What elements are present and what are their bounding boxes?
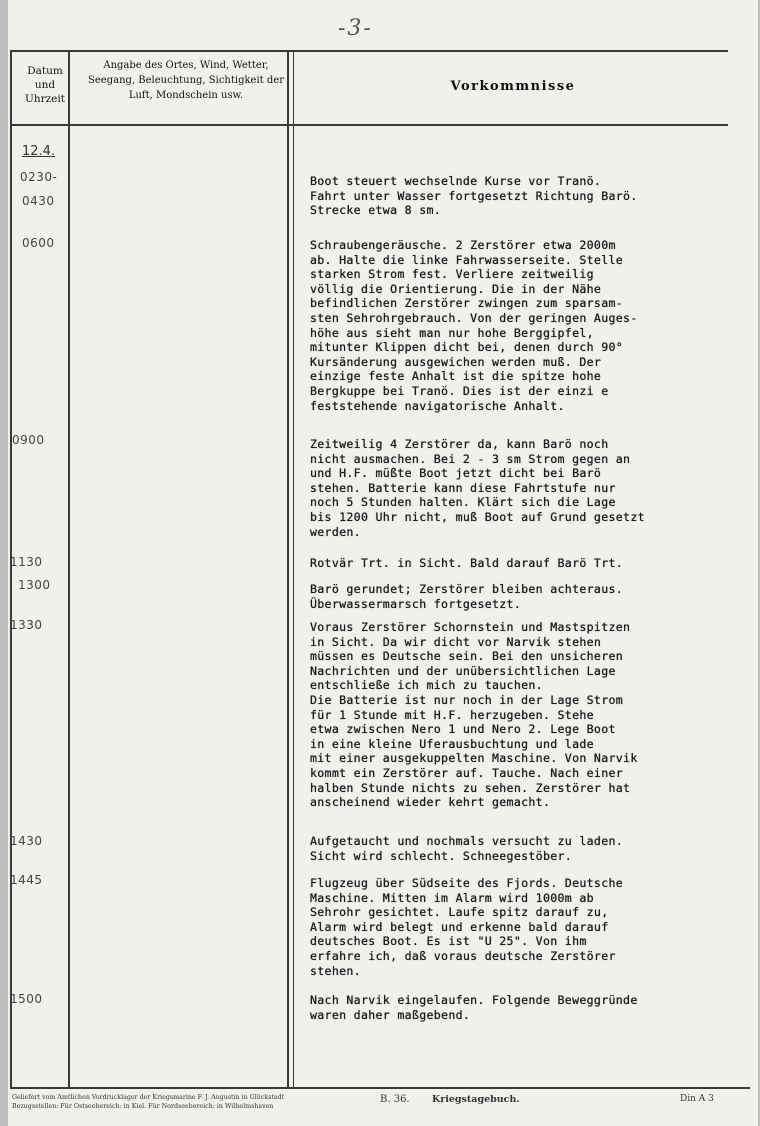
header-bottom-rule [10, 124, 728, 126]
log-entry-1430: Aufgetaucht und nochmals versucht zu laden. Sicht wird schlecht. Schneegestöber. [310, 834, 624, 863]
log-entry-1130: Rotvär Trt. in Sicht. Bald darauf Barö Trt. [310, 556, 624, 570]
table-bottom-rule [10, 1087, 750, 1089]
entry-time: 1330 [10, 618, 43, 632]
header-datum-uhrzeit: Datum und Uhrzeit [25, 65, 65, 105]
column-divider-3 [293, 50, 294, 1088]
entry-time: 0430 [22, 194, 55, 208]
footer-publisher [12, 1094, 312, 1111]
entry-time: 1430 [10, 834, 43, 848]
header-top-rule [10, 50, 728, 52]
column-divider-2 [287, 50, 289, 1088]
log-entry-0900: Zeitweilig 4 Zerstörer da, kann Barö noch nicht ausmachen. Bei 2 - 3 sm Strom gegen an und H.F. müßte Boot jetzt dicht bei Barö stehen. Batterie kann diese Fahrtstufe nur noch 5 Stunden halten. Klärt sich die Lage bis 1200 Uhr nicht, muß Boot auf Grund gesetzt werden. [310, 437, 645, 539]
entry-time: 1445 [10, 873, 43, 887]
entry-time: 1500 [10, 992, 43, 1006]
entry-time: 0600 [22, 236, 55, 250]
footer-publisher-line-1: Geliefert vom Amtlichen Vordrucklager der Kriegsmarine F. J. Augustin in Glückstadt [12, 1094, 285, 1101]
header-vorkommnisse: Vorkommnisse [450, 79, 576, 94]
entry-date: 12.4. [22, 144, 56, 159]
document-page [8, 0, 758, 1126]
log-entry-0600: Schraubengeräusche. 2 Zerstörer etwa 2000m ab. Halte die linke Fahrwasserseite. Stelle starken Strom fest. Verliere zeitweilig völlig die Orientierung. Die in der Nähe befindlichen Zerstörer zwingen zum sparsam- sten Sehrohrgebrauch. Von der geringen Auges- höhe aus sieht man nur hohe Berggipfel, mitunter Klippen dicht bei, denen durch 90° Kursänderung ausgewichen werden muß. Der einzige feste Anhalt ist die spitze hohe Bergkuppe bei Tranö. Dies ist der einzi e feststehende navigatorische Anhalt. [310, 238, 638, 413]
footer-publisher-line-2: Bezugsstellen: Für Ostseebereich: in Kiel. Für Nordseebereich: in Wilhelmshaven [12, 1102, 274, 1110]
log-entry-1500: Nach Narvik eingelaufen. Folgende Beweggründe waren daher maßgebend. [310, 993, 638, 1022]
footer-form-number: B. 36. [380, 1094, 410, 1105]
header-angabe-ortes: Angabe des Ortes, Wind, Wetter, Seegang, Beleuchtung, Sichtigkeit der Luft, Mondschein usw. [88, 60, 284, 101]
entry-time: 0230- [20, 170, 58, 184]
log-entry-1300: Barö gerundet; Zerstörer bleiben achteraus. Überwassermarsch fortgesetzt. [310, 582, 624, 611]
entry-time: 0900 [12, 433, 45, 447]
log-entry-0430: Boot steuert wechselnde Kurse vor Tranö. Fahrt unter Wasser fortgesetzt Richtung Barö. Strecke etwa 8 sm. [310, 174, 638, 218]
footer-format: Din A 3 [680, 1094, 714, 1104]
entry-time: 1130 [10, 555, 43, 569]
left-border [10, 50, 12, 1088]
page-number: -3- [338, 16, 373, 41]
footer-form-title: Kriegstagebuch. [432, 1094, 520, 1105]
log-entry-1445: Flugzeug über Südseite des Fjords. Deutsche Maschine. Mitten im Alarm wird 1000m ab Sehrohr gesichtet. Laufe spitz darauf zu, Alarm wird belegt und erkenne bald darauf deutsches Boot. Es ist "U 25". Von ihm erfahre ich, daß voraus deutsche Zerstörer stehen. [310, 876, 624, 978]
log-entry-1330: Voraus Zerstörer Schornstein und Mastspitzen in Sicht. Da wir dicht vor Narvik stehen müssen es Deutsche sein. Bei den unsicheren Nachrichten und der unübersichtlichen Lage entschließe ich mich zu tauchen. Die Batterie ist nur noch in der Lage Strom für 1 Stunde mit H.F. herzugeben. Stehe etwa zwischen Nero 1 und Nero 2. Lege Boot in eine kleine Uferausbuchtung und lade mit einer ausgekuppelten Maschine. Von Narvik kommt ein Zerstörer auf. Tauche. Nach einer halben Stunde nichts zu sehen. Zerstörer hat anscheinend wieder kehrt gemacht. [310, 620, 638, 810]
entry-time: 1300 [18, 578, 51, 592]
